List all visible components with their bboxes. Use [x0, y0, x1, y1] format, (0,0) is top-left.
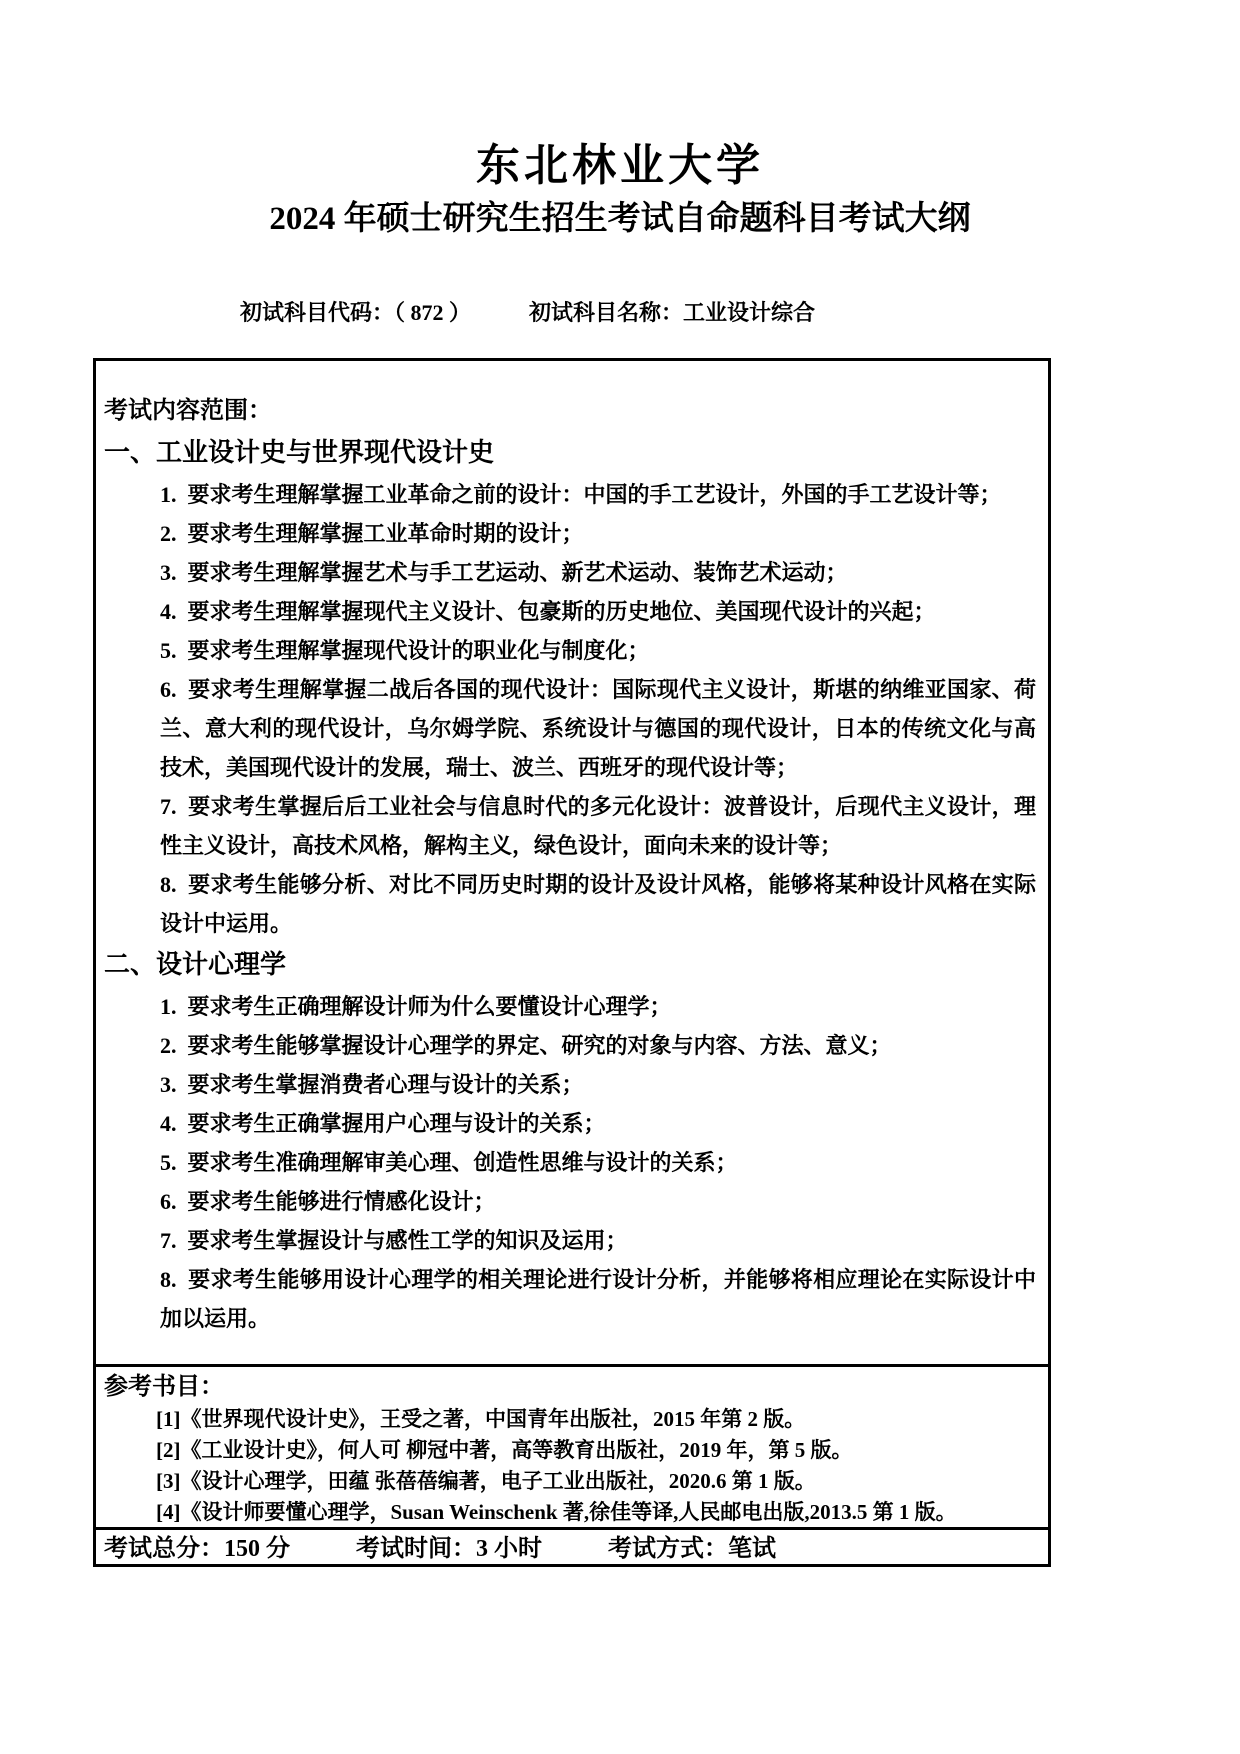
exam-item: 要求考生掌握设计与感性工学的知识及运用； — [187, 1228, 628, 1253]
exam-item: 要求考生掌握后后工业社会与信息时代的多元化设计：波普设计，后现代主义设计，理性主义设计，高技术风格，解构主义，绿色设计，面向未来的设计等； — [160, 794, 1036, 858]
exam-item: 要求考生理解掌握艺术与手工艺运动、新艺术运动、装饰艺术运动； — [187, 560, 848, 585]
exam-item: 要求考生正确理解设计师为什么要懂设计心理学； — [187, 994, 672, 1019]
reference-item: [2]《工业设计史》，何人可 柳冠中著，高等教育出版社，2019 年，第 5 版。 — [156, 1438, 853, 1462]
exam-item: 要求考生能够用设计心理学的相关理论进行设计分析，并能够将相应理论在实际设计中加以运用。 — [160, 1267, 1036, 1331]
exam-scope-section — [96, 361, 1048, 1364]
section-1-items — [160, 475, 1036, 943]
exam-method: 考试方式：笔试 — [608, 1536, 776, 1562]
section-2-items — [160, 987, 1036, 1338]
subject-name: 初试科目名称：工业设计综合 — [529, 300, 816, 325]
exam-scope-title: 考试内容范围： — [104, 398, 272, 424]
content-box — [93, 358, 1051, 1567]
exam-item: 要求考生掌握消费者心理与设计的关系； — [187, 1072, 584, 1097]
exam-item: 要求考生能够进行情感化设计； — [187, 1189, 496, 1214]
exam-time: 考试时间：3 小时 — [356, 1536, 542, 1562]
exam-item: 要求考生理解掌握现代主义设计、包豪斯的历史地位、美国现代设计的兴起； — [187, 599, 936, 624]
subject-info-line — [240, 298, 1240, 328]
exam-item: 要求考生理解掌握工业革命时期的设计； — [187, 521, 584, 546]
section-2-heading: 二、设计心理学 — [104, 950, 287, 979]
exam-item: 要求考生正确掌握用户心理与设计的关系； — [187, 1111, 606, 1136]
exam-item: 要求考生准确理解审美心理、创造性思维与设计的关系； — [187, 1150, 738, 1175]
exam-item: 要求考生能够掌握设计心理学的界定、研究的对象与内容、方法、意义； — [187, 1033, 892, 1058]
university-title: 东北林业大学 — [476, 141, 764, 190]
section-1-heading: 一、工业设计史与世界现代设计史 — [104, 438, 495, 467]
exam-item: 要求考生理解掌握现代设计的职业化与制度化； — [187, 638, 650, 663]
exam-item: 要求考生理解掌握二战后各国的现代设计：国际现代主义设计，斯堪的纳维亚国家、荷兰、意大利的现代设计，乌尔姆学院、系统设计与德国的现代设计，日本的传统文化与高技术，美国现代设计的发展，瑞士、波兰、西班牙的现代设计等； — [160, 677, 1036, 780]
doc-subtitle: 2024 年硕士研究生招生考试自命题科目考试大纲 — [269, 201, 971, 237]
total-score: 考试总分：150 分 — [104, 1536, 290, 1562]
references-title: 参考书目： — [104, 1374, 224, 1400]
reference-item: [3]《设计心理学，田蕴 张蓓蓓编著，电子工业出版社，2020.6 第 1 版。 — [156, 1469, 816, 1493]
reference-item: [1]《世界现代设计史》，王受之著，中国青年出版社，2015 年第 2 版。 — [156, 1407, 806, 1431]
subject-code: 初试科目代码：（ 872 ） — [240, 300, 472, 325]
exam-summary-row — [96, 1527, 1048, 1567]
exam-item: 要求考生能够分析、对比不同历史时期的设计及设计风格，能够将某种设计风格在实际设计中运用。 — [160, 872, 1036, 936]
references-section — [96, 1364, 1048, 1527]
exam-item: 要求考生理解掌握工业革命之前的设计：中国的手工艺设计，外国的手工艺设计等； — [187, 482, 1002, 507]
reference-item: [4]《设计师要懂心理学，Susan Weinschenk 著,徐佳等译,人民邮电出版,2013.5 第 1 版。 — [156, 1500, 957, 1524]
